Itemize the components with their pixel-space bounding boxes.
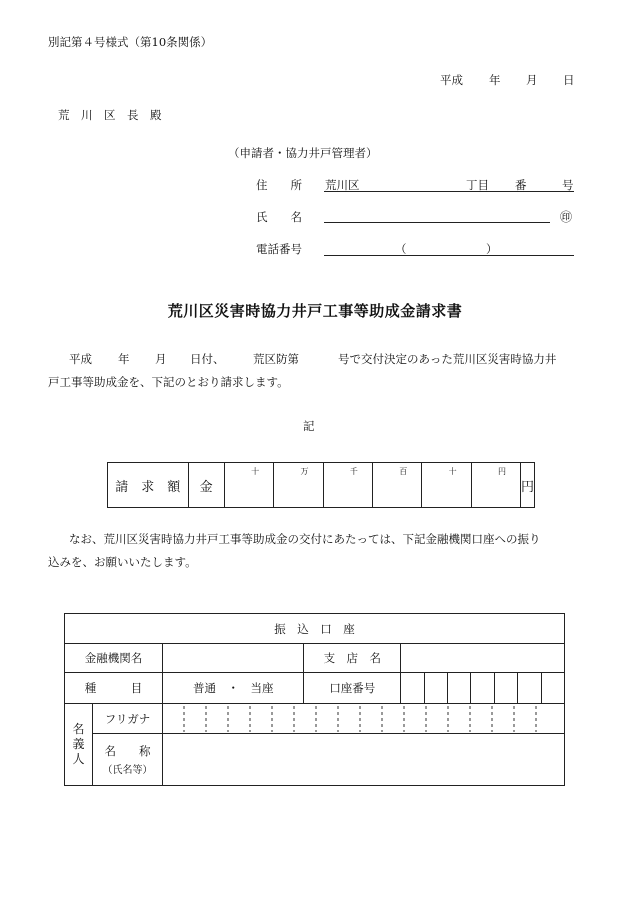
- phone-underline: [324, 255, 574, 256]
- address-chome: 丁目: [466, 178, 489, 192]
- form-number-label: 別記第４号様式（第10条関係）: [48, 35, 213, 49]
- note-line-1: なお、荒川区災害時協力井戸工事等助成金の交付にあたっては、下記金融機関口座への振り: [69, 532, 541, 546]
- address-ban: 番: [515, 178, 527, 192]
- document-title: 荒川区災害時協力井戸工事等助成金請求書: [167, 302, 463, 320]
- phone-label: 電話番号: [256, 242, 302, 256]
- account-digit-cell[interactable]: [471, 673, 494, 704]
- digit-cell[interactable]: 十: [422, 463, 471, 508]
- digit-cell[interactable]: 千: [323, 463, 372, 508]
- amount-table: [107, 462, 535, 508]
- yen-cell: 円: [520, 463, 534, 508]
- digit-cell[interactable]: 十: [224, 463, 273, 508]
- furigana-label: フリガナ: [93, 704, 163, 734]
- account-digit-cell[interactable]: [494, 673, 517, 704]
- account-digit-cell[interactable]: [424, 673, 447, 704]
- account-digit-cell[interactable]: [447, 673, 470, 704]
- holder-name-label: 名 称: [104, 744, 151, 758]
- holder-name-label-cell: [93, 734, 163, 786]
- bank-table-header: 振 込 口 座: [65, 614, 565, 644]
- note-line-2: 込みを、お願いいたします。: [48, 555, 197, 569]
- date-era: 平成: [440, 73, 463, 87]
- seal-mark: ㊞: [560, 210, 573, 224]
- date-year: 年: [489, 73, 501, 87]
- address-go: 号: [562, 178, 574, 192]
- name-underline: [324, 222, 550, 223]
- holder-label: [65, 704, 93, 786]
- phone-close-paren: ）: [486, 242, 498, 256]
- address-label: 住 所: [256, 178, 302, 192]
- account-digit-cell[interactable]: [518, 673, 541, 704]
- holder-label-text: 名義人: [72, 722, 85, 766]
- body-day: 日付、: [190, 352, 225, 366]
- bank-name-input[interactable]: [163, 644, 304, 673]
- body-continuation: 号で交付決定のあった荒川区災害時協力井: [338, 352, 557, 366]
- account-number-label: 口座番号: [304, 673, 401, 704]
- bank-name-label: 金融機関名: [65, 644, 163, 673]
- amount-label: 請 求 額: [108, 463, 189, 508]
- body-year: 年: [118, 352, 130, 366]
- bank-account-table: [64, 613, 565, 786]
- furigana-dashed-guides: [163, 704, 564, 733]
- account-type-label: 種 目: [65, 673, 163, 704]
- address-underline: [324, 191, 574, 192]
- applicant-label: （申請者・協力井戸管理者）: [228, 146, 378, 160]
- body-era: 平成: [69, 352, 92, 366]
- account-digit-cell[interactable]: [541, 673, 564, 704]
- date-day: 日: [563, 73, 575, 87]
- furigana-input[interactable]: [163, 704, 565, 734]
- digit-cell[interactable]: 百: [372, 463, 421, 508]
- holder-name-sublabel: （氏名等）: [102, 765, 153, 776]
- body-decision-no: 荒区防第: [253, 352, 299, 366]
- ki-mark: 記: [303, 419, 315, 433]
- addressee: 荒 川 区 長 殿: [58, 108, 162, 122]
- account-digit-cell[interactable]: [401, 673, 424, 704]
- digit-cell[interactable]: 万: [274, 463, 323, 508]
- phone-open-paren: （: [395, 242, 407, 256]
- holder-name-input[interactable]: [163, 734, 565, 786]
- branch-label: 支 店 名: [304, 644, 401, 673]
- body-month: 月: [155, 352, 167, 366]
- request-line-2: 戸工事等助成金を、下記のとおり請求します。: [48, 375, 289, 389]
- date-month: 月: [526, 73, 538, 87]
- name-label: 氏 名: [256, 210, 302, 224]
- kin-cell: 金: [188, 463, 224, 508]
- branch-input[interactable]: [401, 644, 565, 673]
- account-type-options[interactable]: 普通 ・ 当座: [163, 673, 304, 704]
- digit-cell[interactable]: 円: [471, 463, 520, 508]
- address-ward: 荒川区: [325, 178, 360, 192]
